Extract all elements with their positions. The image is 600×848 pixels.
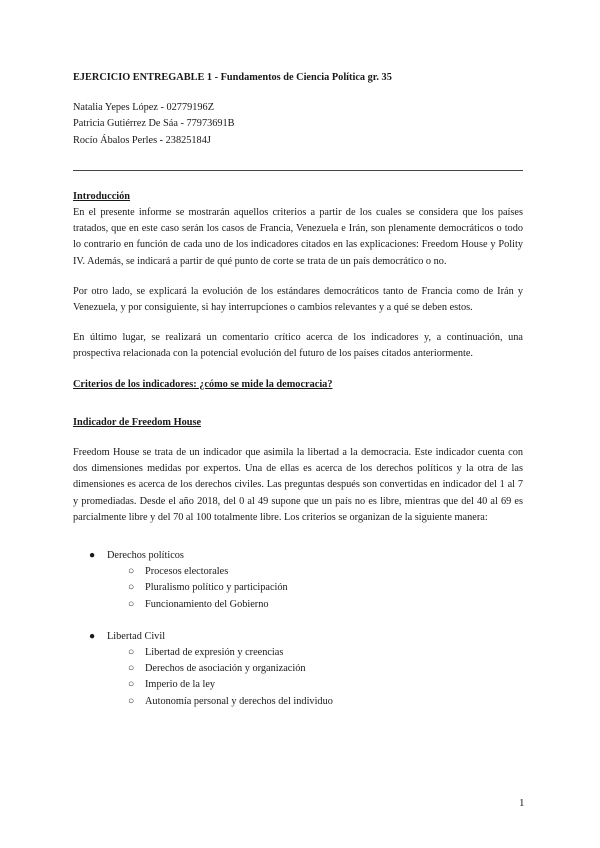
list-item [73, 548, 523, 613]
bullet-icon: ● [89, 630, 96, 642]
sub-list-item [73, 677, 523, 693]
document-title: EJERCICIO ENTREGABLE 1 - Fundamentos de Ciencia Política gr. 35 [73, 72, 392, 83]
section-heading-criterios: Criterios de los indicadores: ¿cómo se mide la democracia? [73, 378, 333, 390]
paragraph: Por otro lado, se explicará la evolución de los estándares democráticos tanto de Francia como de Irán y Venezuela, y por consiguiente, si hay interrupciones o cambios relevantes y a qué se deben estos. [73, 285, 523, 314]
sub-list-item-label: Libertad de expresión y creencias [145, 647, 284, 659]
sub-list [107, 564, 523, 613]
sub-list-item-label: Imperio de la ley [145, 679, 216, 691]
circle-bullet-icon: ○ [128, 647, 135, 659]
bullet-list [73, 548, 523, 710]
circle-bullet-icon: ○ [128, 598, 135, 610]
sub-list-item [73, 580, 523, 596]
page-content [73, 70, 523, 710]
author-line: Patricia Gutiérrez De Sáa - 77973691B [73, 118, 235, 130]
circle-bullet-icon: ○ [128, 679, 135, 691]
paragraph: En el presente informe se mostrarán aquellos criterios a partir de los cuales se considera que los países tratados, que en este caso serán los casos de Francia, Venezuela e Irán, son plenamente democráticos o todo lo contrario en función de cada uno de los indicadores citados en las explicaciones: Freedom House y Polity IV. Además, se indicará a partir de qué punto de corte se trata de un país democrático o no. [73, 207, 523, 267]
author-list [73, 100, 523, 149]
sub-list-item [73, 661, 523, 677]
sub-list-item [73, 694, 523, 710]
sub-list-item-label: Funcionamiento del Gobierno [145, 598, 269, 610]
section-heading-introduccion: Introducción [73, 190, 131, 202]
sub-list [107, 645, 523, 710]
circle-bullet-icon: ○ [128, 566, 135, 578]
page-number: 1 [519, 797, 525, 809]
list-item-label: Libertad Civil [107, 630, 166, 642]
bullet-icon: ● [89, 550, 96, 562]
list-item [73, 629, 523, 710]
sub-list-item-label: Autonomía personal y derechos del individuo [145, 695, 333, 707]
sub-list-item-label: Pluralismo político y participación [145, 582, 288, 594]
sub-list-item [73, 597, 523, 613]
list-item-label: Derechos políticos [107, 550, 184, 562]
circle-bullet-icon: ○ [128, 663, 135, 675]
sub-list-item [73, 645, 523, 661]
sub-list-item-label: Procesos electorales [145, 566, 229, 578]
paragraph: En último lugar, se realizará un comentario crítico acerca de los indicadores y, a continuación, una prospectiva relacionada con la potencial evolución del futuro de los países citados anteriormente. [73, 332, 523, 360]
sub-list-item [73, 564, 523, 580]
circle-bullet-icon: ○ [128, 582, 135, 594]
author-line: Natalia Yepes López - 02779196Z [73, 102, 214, 114]
circle-bullet-icon: ○ [128, 695, 135, 707]
sub-list-item-label: Derechos de asociación y organización [145, 663, 306, 675]
section-heading-freedom-house: Indicador de Freedom House [73, 416, 202, 428]
paragraph: Freedom House se trata de un indicador que asimila la libertad a la democracia. Este indicador cuenta con dos dimensiones medidas por expertos. Una de ellas es acerca de los derechos políticos y la otra de las dimensiones es acerca de los derechos civiles. Las preguntas después son convertidas en indicador del 1 al 7 y promediadas. Desde el año 2018, del 0 al 49 supone que un país no es libre, mientras que del 40 al 69 es parcialmente libre y del 70 al 100 totalmente libre. Los criterios se organizan de la siguiente manera: [73, 447, 523, 523]
author-line: Rocío Ábalos Perles - 23825184J [73, 134, 211, 146]
